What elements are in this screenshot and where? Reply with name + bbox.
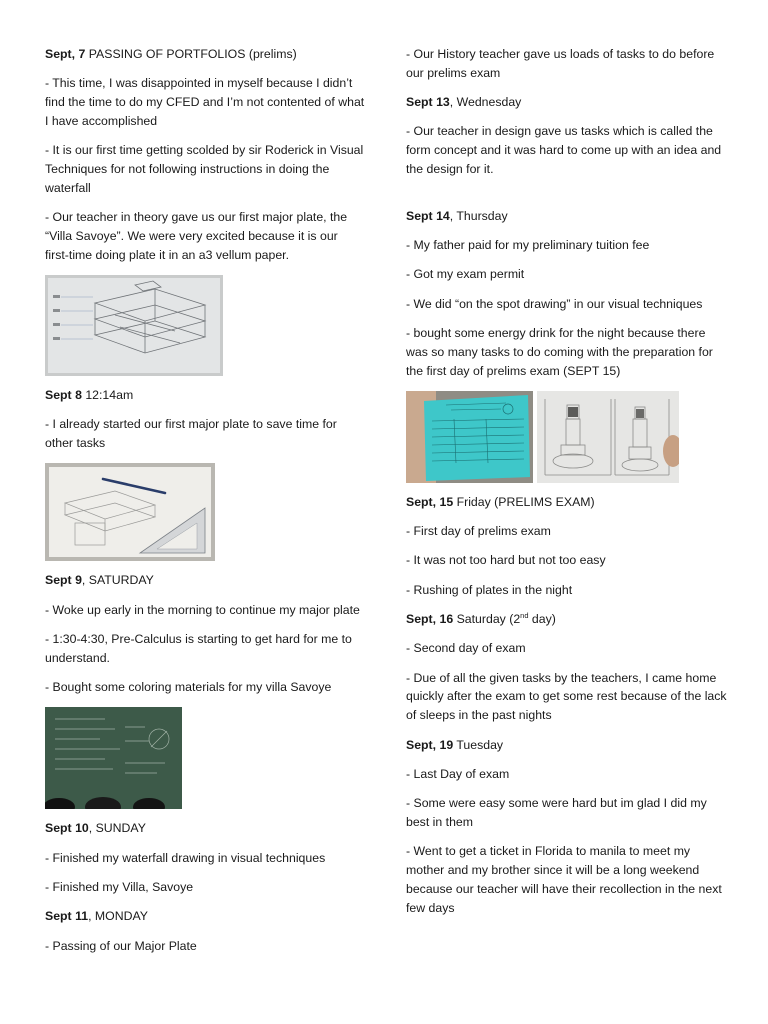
entry-heading: Sept 11, MONDAY xyxy=(45,909,148,924)
right-column xyxy=(406,45,728,928)
entry-heading: Sept, 15 Friday (PRELIMS EXAM) xyxy=(406,494,595,509)
entry-heading: Sept 10, SUNDAY xyxy=(45,821,146,836)
villa-savoye-axonometric-photo xyxy=(45,275,223,376)
entry-heading: Sept 8 12:14am xyxy=(45,387,134,402)
entry-item: - Passing of our Major Plate xyxy=(45,938,197,953)
entry-heading: Sept, 19 Tuesday xyxy=(406,737,504,752)
entry-item: - bought some energy drink for the night because there was so many tasks to do coming with the preparation for the first day of prelims exam (SEPT 15) xyxy=(406,325,713,378)
entry-item: - Woke up early in the morning to continue my major plate xyxy=(45,602,360,617)
entry-item: - 1:30-4:30, Pre-Calculus is starting to get hard for me to understand. xyxy=(45,631,352,665)
entry-item: - Finished my waterfall drawing in visual techniques xyxy=(45,850,326,865)
entry-item: - My father paid for my preliminary tuition fee xyxy=(406,238,650,253)
entry-item: - I already started our first major plate to save time for other tasks xyxy=(45,417,337,451)
drafting-plate-photo xyxy=(45,463,215,561)
entry-heading: Sept 14, Thursday xyxy=(406,208,508,223)
entry-item: - Second day of exam xyxy=(406,641,526,656)
entry-item: - Finished my Villa, Savoye xyxy=(45,879,194,894)
entry-heading: Sept 13, Wednesday xyxy=(406,95,522,110)
entry-item: - First day of prelims exam xyxy=(406,524,551,539)
spot-drawing-photo xyxy=(537,391,679,483)
entry-item: - Some were easy some were hard but im glad I did my best in them xyxy=(406,796,707,829)
entry-item: - It is our first time getting scolded by sir Roderick in Visual Techniques for not following instructions in doing the waterfall xyxy=(45,143,364,195)
entry-item: - Our teacher in theory gave us our first major plate, the “Villa Savoye”. We were very excited because it is our first-time doing plate it in an a3 vellum paper. xyxy=(45,210,348,262)
entry-heading: Sept 9, SATURDAY xyxy=(45,573,154,588)
left-column xyxy=(45,45,365,966)
entry-item: - This time, I was disappointed in myself because I didn’t find the time to do my CFED and I’m not contented of what I have accomplished xyxy=(45,76,365,128)
entry-item: - Due of all the given tasks by the teachers, I came home quickly after the exam to get some rest because of the lack of sleeps in the past nights xyxy=(406,670,727,723)
entry-heading: Sept, 16 Saturday (2nd day) xyxy=(406,610,556,627)
entry-heading: Sept, 7 PASSING OF PORTFOLIOS (prelims) xyxy=(45,47,297,61)
entry-item: - Last Day of exam xyxy=(406,766,510,781)
entry-item: - Our History teacher gave us loads of tasks to do before our prelims exam xyxy=(406,47,715,80)
chalkboard-photo xyxy=(45,707,182,809)
entry-item: - Our teacher in design gave us tasks which is called the form concept and it was hard to come up with an idea and the design for it. xyxy=(406,124,722,176)
entry-item: - We did “on the spot drawing” in our visual techniques xyxy=(406,296,703,311)
entry-item: - Got my exam permit xyxy=(406,267,525,282)
entry-item: - Went to get a ticket in Florida to manila to meet my mother and my brother since it will be a long weekend because our teacher will have their recollection in the next few days xyxy=(406,844,722,915)
entry-item: - It was not too hard but not too easy xyxy=(406,553,606,568)
entry-item: - Rushing of plates in the night xyxy=(406,582,573,597)
entry-item: - Bought some coloring materials for my villa Savoye xyxy=(45,680,332,695)
exam-permit-photo xyxy=(406,391,533,483)
photo-row xyxy=(406,391,728,483)
